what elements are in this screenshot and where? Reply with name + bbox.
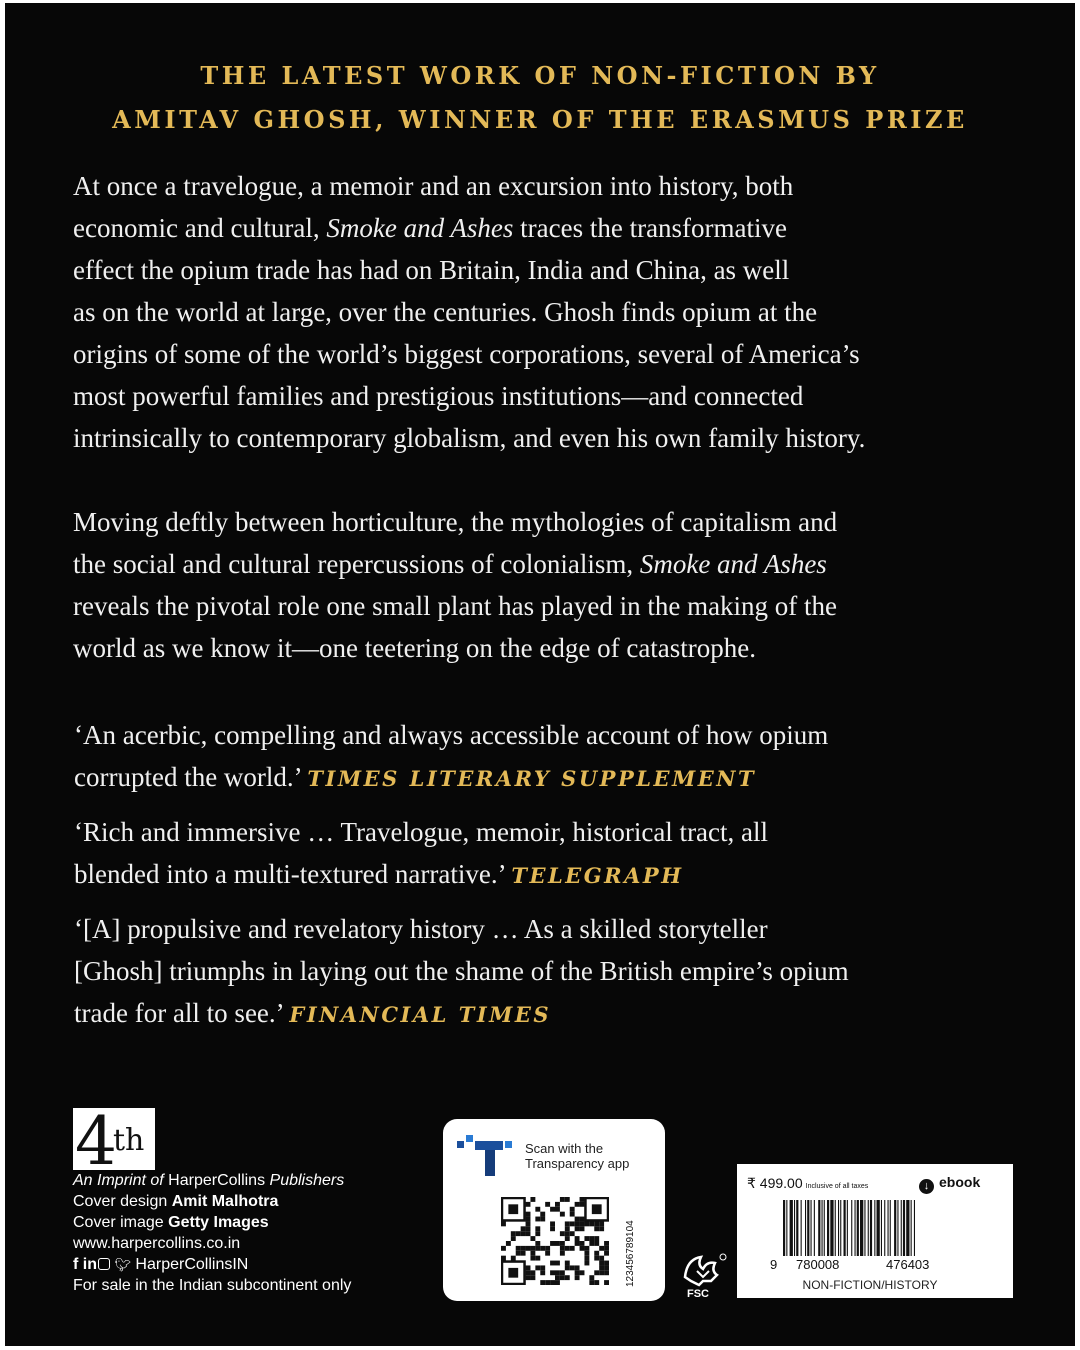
- sale-note: For sale in the Indian subcontinent only: [73, 1277, 352, 1294]
- social-line: [73, 1254, 351, 1275]
- barcode-digits-right: 476403: [886, 1257, 930, 1272]
- imprint-prefix: An Imprint of: [73, 1172, 169, 1189]
- review-quote-tls: [74, 714, 1054, 798]
- barcode-lead-digit: 9: [770, 1257, 778, 1272]
- instagram-icon: [98, 1258, 110, 1270]
- review-quote-telegraph: [74, 811, 1054, 895]
- price-note: Inclusive of all taxes: [805, 1183, 869, 1190]
- scan-instructions: [525, 1141, 629, 1171]
- blurb-line: [73, 543, 1033, 585]
- twitter-icon: 🐦︎: [114, 1257, 131, 1272]
- headline-line-1: THE LATEST WORK OF NON-FICTION BY: [200, 61, 880, 90]
- blurb-text: the social and cultural repercussions of colonialism,: [73, 549, 640, 579]
- price: [747, 1175, 868, 1192]
- cover-design-credit: [73, 1191, 351, 1212]
- ebook-label: ebook: [939, 1174, 981, 1190]
- svg-text:4: [75, 1108, 117, 1170]
- blurb-paragraph-2: [73, 501, 1033, 669]
- fourth-estate-logo: [73, 1108, 155, 1170]
- quote-text: corrupted the world.’: [74, 762, 308, 792]
- blurb-line: origins of some of the world’s biggest corporations, several of America’s: [73, 339, 860, 369]
- book-category: NON-FICTION/HISTORY: [802, 1278, 938, 1292]
- quote-line: [74, 853, 1054, 895]
- quote-line: [74, 992, 1054, 1034]
- ebook-badge: [919, 1174, 980, 1194]
- blurb-paragraph-1: [73, 165, 1033, 459]
- scan-line-2: Transparency app: [525, 1156, 630, 1171]
- publisher-info: [73, 1170, 351, 1296]
- blurb-line: most powerful families and prestigious institutions—and connected: [73, 381, 804, 411]
- logo-number: 4: [75, 1108, 117, 1170]
- publisher-website: www.harpercollins.co.in: [73, 1235, 241, 1252]
- fsc-logo: [677, 1251, 727, 1299]
- quote-source: FINANCIAL TIMES: [289, 1002, 552, 1027]
- quote-source: TIMES LITERARY SUPPLEMENT: [307, 766, 757, 791]
- cover-image-label: Cover image: [73, 1214, 169, 1231]
- cover-image-name: Getty Images: [168, 1214, 269, 1231]
- social-handle: HarperCollinsIN: [135, 1256, 249, 1273]
- imprint-name: HarperCollins: [168, 1172, 270, 1189]
- cover-image-credit: [73, 1212, 351, 1233]
- blurb-line: reveals the pivotal role one small plant has played in the making of the: [73, 591, 838, 621]
- cover-design-label: Cover design: [73, 1193, 172, 1210]
- imprint-suffix: Publishers: [269, 1172, 345, 1189]
- transparency-logo-icon: [457, 1135, 517, 1179]
- svg-text:th: [113, 1123, 144, 1158]
- price-value: ₹ 499.00: [747, 1175, 803, 1191]
- headline-line-2: AMITAV GHOSH, WINNER OF THE ERASMUS PRIZE: [112, 105, 968, 134]
- book-title-inline: Smoke and Ashes: [326, 213, 514, 243]
- cover-design-name: Amit Malhotra: [171, 1193, 279, 1210]
- qr-code-number: 123456789104: [625, 1220, 636, 1287]
- blurb-line: effect the opium trade has had on Britain, India and China, as well: [73, 255, 790, 285]
- imprint-line: [73, 1170, 351, 1191]
- review-quote-ft: [74, 908, 1054, 1034]
- transparency-card: [443, 1119, 665, 1301]
- book-back-cover: [5, 3, 1075, 1346]
- barcode-label: [737, 1164, 1013, 1298]
- blurb-line: intrinsically to contemporary globalism, and even his own family history.: [73, 423, 866, 453]
- quote-line: [Ghosh] triumphs in laying out the shame of the British empire’s opium: [74, 956, 849, 986]
- quote-line: ‘Rich and immersive … Travelogue, memoir, historical tract, all: [74, 817, 769, 847]
- blurb-line: At once a travelogue, a memoir and an excursion into history, both: [73, 171, 794, 201]
- blurb-line: world as we know it—one teetering on the edge of catastrophe.: [73, 633, 757, 663]
- blurb-line: as on the world at large, over the centuries. Ghosh finds opium at the: [73, 297, 818, 327]
- quote-source: TELEGRAPH: [511, 863, 684, 888]
- quote-line: ‘[A] propulsive and revelatory history … As a skilled storyteller: [74, 914, 768, 944]
- blurb-line: [73, 207, 1033, 249]
- quote-line: ‘An acerbic, compelling and always accessible account of how opium: [74, 720, 829, 750]
- quote-text: blended into a multi-textured narrative.’: [74, 859, 512, 889]
- isbn-barcode: [783, 1200, 963, 1264]
- fsc-label: FSC: [687, 1288, 709, 1299]
- quote-text: trade for all to see.’: [74, 998, 290, 1028]
- quote-line: [74, 756, 1054, 798]
- book-title-inline: Smoke and Ashes: [639, 549, 827, 579]
- blurb-text: traces the transformative: [513, 213, 788, 243]
- scan-line-1: Scan with the: [525, 1141, 604, 1156]
- blurb-line: Moving deftly between horticulture, the mythologies of capitalism and: [73, 507, 838, 537]
- facebook-icon: f: [73, 1256, 79, 1273]
- barcode-digits-left: 780008: [796, 1257, 840, 1272]
- qr-code[interactable]: [501, 1197, 609, 1285]
- logo-suffix: th: [113, 1123, 145, 1158]
- blurb-text: economic and cultural,: [73, 213, 327, 243]
- linkedin-icon: in: [82, 1256, 97, 1273]
- download-icon: ↓: [919, 1179, 934, 1194]
